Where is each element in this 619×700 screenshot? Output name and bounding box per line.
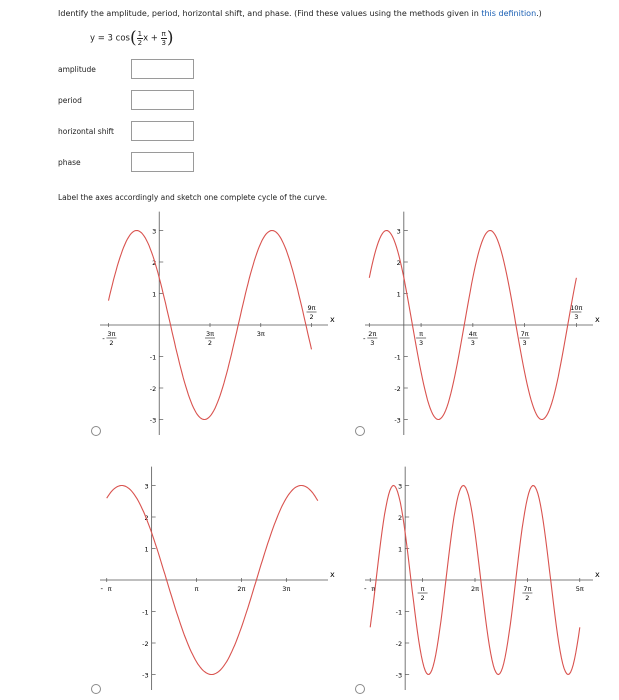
sketch-instructions: Label the axes accordingly and sketch one complete cycle of the curve. [58, 193, 328, 202]
y-tick-label: -1 [149, 353, 157, 362]
x-tick-numerator: 2π [470, 585, 480, 593]
graph-option-a [90, 205, 340, 435]
y-tick-label: 1 [396, 290, 401, 299]
x-tick-denominator: 2 [309, 313, 314, 321]
y-tick-label: -1 [394, 353, 401, 362]
x-tick-numerator: 10π [570, 304, 583, 312]
x-tick-denominator: 2 [420, 594, 425, 602]
x-tick-numerator: 2π [237, 585, 246, 593]
phase-input[interactable] [131, 152, 194, 172]
y-tick-label: 2 [152, 259, 157, 267]
y-tick-label: 3 [398, 482, 403, 491]
left-paren: ( [129, 28, 137, 48]
x-tick-numerator: 2π [368, 330, 377, 338]
definition-link[interactable]: this definition [481, 9, 537, 18]
x-tick-sign: - [100, 585, 104, 593]
x-tick-numerator: π [371, 585, 376, 593]
equation-variable: x + [143, 33, 158, 44]
x-tick-numerator: π [194, 585, 199, 593]
y-tick-label: -2 [394, 385, 401, 393]
y-tick-label: 2 [398, 514, 403, 522]
y-tick-label: 3 [396, 227, 401, 236]
x-tick-numerator: 3π [282, 585, 291, 593]
amplitude-label: amplitude [58, 65, 96, 74]
x-tick-numerator: 4π [468, 330, 477, 338]
x-tick-numerator: π [107, 585, 112, 593]
y-tick-label: 3 [152, 227, 157, 236]
period-input[interactable] [131, 90, 194, 110]
x-axis-label: x [595, 315, 600, 324]
equation-lhs: y = 3 cos [90, 33, 130, 44]
x-tick-numerator: 9π [307, 304, 316, 312]
radio-option-a[interactable] [91, 426, 101, 436]
y-tick-label: 1 [152, 290, 157, 299]
x-tick-denominator: 3 [574, 313, 579, 321]
x-tick-denominator: 3 [419, 339, 424, 347]
y-tick-label: -3 [142, 671, 149, 680]
phase-label: phase [58, 158, 81, 167]
x-tick-numerator: 5π [575, 585, 584, 593]
radio-option-d[interactable] [355, 684, 365, 694]
graph-option-c [90, 460, 340, 690]
amplitude-input[interactable] [131, 59, 194, 79]
y-tick-label: -1 [395, 608, 403, 617]
x-tick-numerator: 7π [520, 330, 529, 338]
x-tick-denominator: 2 [207, 339, 213, 347]
y-tick-label: 3 [144, 482, 149, 491]
x-axis-label: x [595, 570, 600, 579]
x-tick-denominator: 2 [109, 339, 114, 347]
x-tick-denominator: 3 [522, 339, 527, 347]
horizontal-shift-label: horizontal shift [58, 127, 114, 136]
period-label: period [58, 96, 82, 105]
instructions-end: .) [536, 9, 542, 18]
x-tick-sign: - [363, 585, 367, 593]
y-tick-label: -1 [142, 608, 149, 617]
x-tick-numerator: π [419, 330, 424, 338]
fraction-denominator: 2 [137, 38, 143, 47]
x-axis-label: x [330, 570, 335, 579]
y-tick-label: 1 [144, 545, 149, 554]
x-tick-numerator: π [420, 585, 425, 593]
y-tick-label: 2 [144, 514, 149, 522]
fraction-denominator: 3 [161, 38, 166, 47]
right-paren: ) [166, 28, 174, 48]
equation [90, 27, 174, 49]
radio-option-c[interactable] [91, 684, 101, 694]
y-tick-label: 1 [398, 545, 403, 554]
fraction-numerator: π [161, 29, 166, 38]
radio-option-b[interactable] [355, 426, 365, 436]
x-tick-sign: - [102, 335, 105, 343]
y-tick-label: -3 [149, 416, 157, 425]
fraction-numerator: 1 [137, 29, 143, 38]
y-tick-label: -2 [142, 640, 149, 648]
x-tick-denominator: 3 [370, 339, 375, 347]
graph-option-b [355, 205, 605, 435]
x-tick-numerator: 3π [107, 330, 116, 338]
instructions-text: Identify the amplitude, period, horizontal shift, and phase. (Find these values using the methods given in [58, 9, 482, 18]
horizontal-shift-input[interactable] [131, 121, 194, 141]
y-tick-label: -2 [395, 640, 403, 648]
y-tick-label: -3 [395, 671, 403, 680]
instructions [58, 9, 542, 18]
x-tick-sign: - [363, 335, 366, 343]
x-tick-numerator: 3π [205, 330, 215, 338]
y-tick-label: -3 [394, 416, 401, 425]
y-tick-label: -2 [149, 385, 157, 393]
x-tick-denominator: 2 [525, 594, 530, 602]
x-tick-denominator: 3 [470, 339, 475, 347]
graph-option-d [355, 460, 605, 690]
x-tick-numerator: 3π [256, 330, 265, 338]
x-tick-numerator: 7π [523, 585, 532, 593]
x-axis-label: x [330, 315, 335, 324]
y-tick-label: 2 [396, 259, 401, 267]
